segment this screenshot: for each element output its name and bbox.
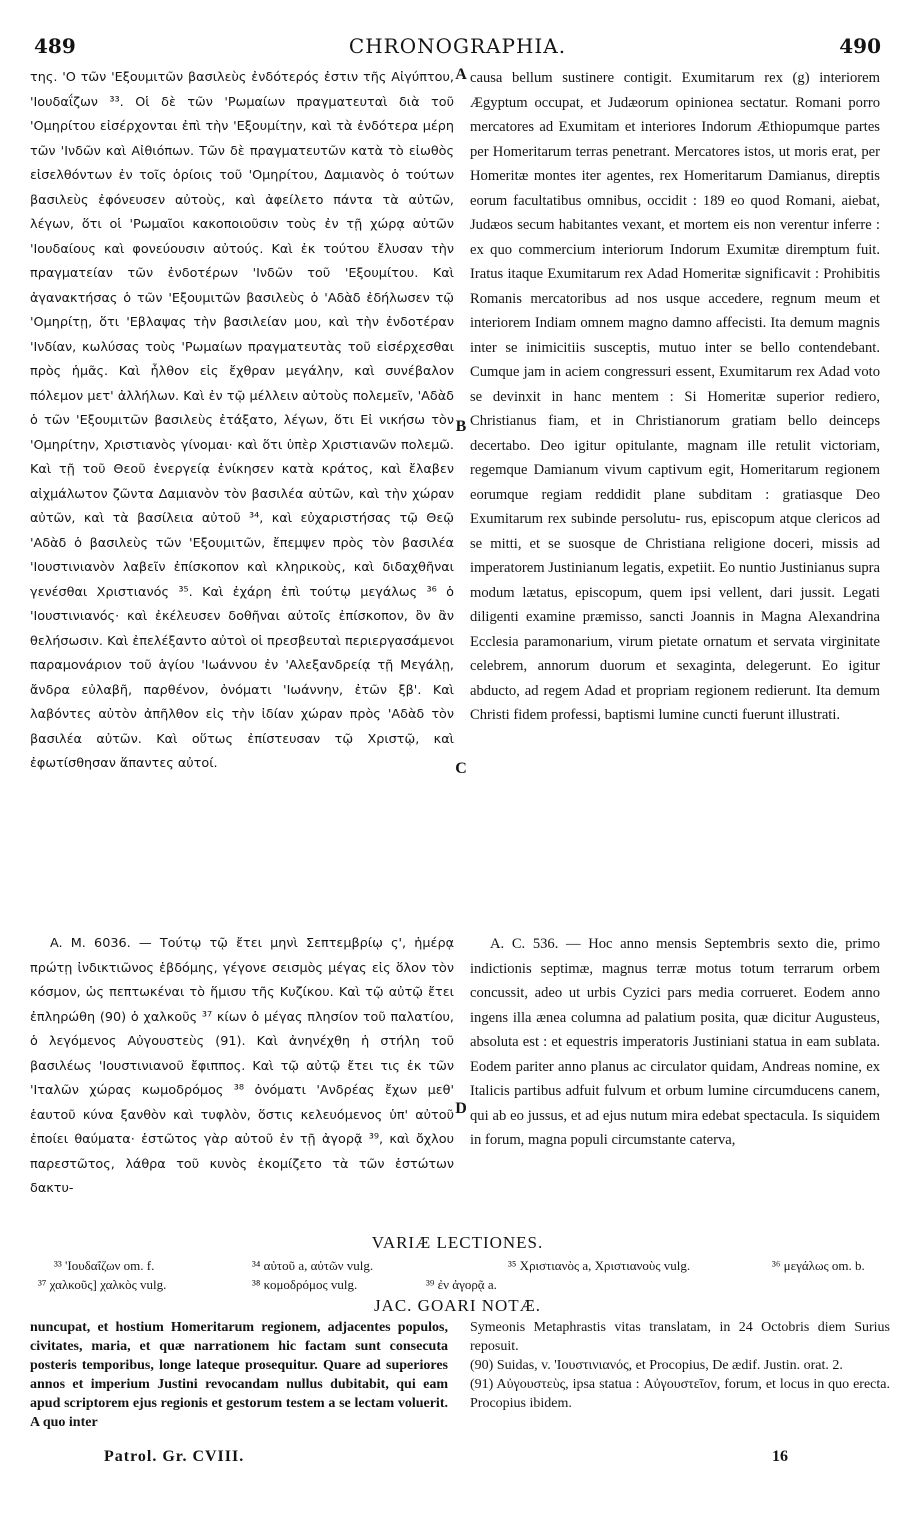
variae-lectiones-list [30,1256,890,1294]
note-90: (90) Suidas, v. 'Ιουστινιανός, et Procopius, De ædif. Justin. orat. 2. [470,1358,843,1373]
footer-series: Patrol. Gr. CVIII. [104,1448,245,1465]
variae-row [30,1256,890,1275]
variant-reading: ³⁷ χαλκοῦς] χαλκὸς vulg. [38,1277,167,1292]
latin-paragraph-2: A. C. 536. — Hoc anno mensis Septembris sexto die, primo indictionis septimæ, magnus terræ motus totum terrarum orbem concussit, adeo ut urbis Cyzici pars media corrueret. Eodem anno ingens illa ænea columna ad palatium posita, quæ dicitur Augusteus, absoluta est : et equestris imperatoris Justiniani statua in eam sublata. Eodem pariter anno planus ac circulator quidam, Andreas nomine, ex Italicis partibus adfuit fulvum et orbum lumine circumducens canem, qui ab eo jussus, et ad ejus nutum mira edebat spectacula. Is siquidem in forum, magna populi circumstante caterva, [470,936,880,1148]
goari-notes-right [470,1318,890,1413]
variae-row [30,1275,890,1294]
greek-paragraph-1: της. 'Ο τῶν 'Εξουμιτῶν βασιλεὺς ἐνδότερός ἐστιν τῆς Αἰγύπτου, 'Ιουδαΐζων ³³. Οἱ δὲ τῶν 'Ρωμαίων πραγματευταὶ διὰ τοῦ 'Ομηρίτου εἰσέρχονται ἐπὶ τὴν 'Εξουμίτην, καὶ τὰ ἐνδότερα μέρη τῶν 'Ινδῶν καὶ Αἰθιόπων. Τῶν δὲ πραγματευτῶν κατὰ τὸ εἰωθὸς εἰσελθόντων ἐν τοῖς ὁρίοις τοῦ 'Ομηρίτου, Δαμιανὸς ὁ τούτων βασιλεὺς ἐφόνευσεν αὐτοὺς, καὶ ἀφείλετο πάντα τὰ αὐτῶν, λέγων, ὅτι οἱ 'Ρωμαῖοι κακοποιοῦσιν τοὺς ἐν τῇ χώρᾳ αὐτῶν 'Ιουδαίους καὶ φονεύουσιν αὐτούς. Καὶ ἐκ τούτου ἔλυσαν τὴν πραγματείαν τῶν ἐνδοτέρων 'Ινδῶν τοῦ 'Εξουμίτου. Καὶ ἀγανακτήσας ὁ τῶν 'Εξουμιτῶν βασιλεὺς ὁ 'Αδὰδ ἐδήλωσεν τῷ 'Ομηρίτῃ, ὅτι 'Εβλαψας τὴν βασιλείαν μου, καὶ τὴν ἐνδοτέραν 'Ινδίαν, κωλύσας τοὺς 'Ρωμαίων πραγματευτὰς τοῦ εἰσέρχεσθαι πρὸς ἡμᾶς. Καὶ ἦλθον εἰς ἔχθραν μεγάλην, καὶ συνέβαλον πόλεμον μετ' ἀλλήλων. Καὶ ἐν τῷ μέλλειν αὐτοὺς πολεμεῖν, 'Αδὰδ ὁ τῶν 'Εξουμιτῶν βασιλεὺς ἐτάξατο, λέγων, ὅτι Εἰ νικήσω τὸν 'Ομηρίτην, Χριστιανὸς γίνομαι· καὶ ὅτι ὑπὲρ Χριστιανῶν πολεμῶ. Καὶ τῇ τοῦ Θεοῦ ἐνεργείᾳ ἐνίκησεν κατὰ κράτος, καὶ ἔλαβεν αἰχμάλωτον ζῶντα Δαμιανὸν τὸν βασιλέα αὐτῶν, καὶ τὴν χώραν αὐτῶν, καὶ τὰ βασίλεια αὐτοῦ ³⁴, καὶ εὐχαριστήσας τῷ Θεῷ 'Αδὰδ ὁ βασιλεὺς τῶν 'Εξουμιτῶν, ἔπεμψεν πρὸς τὸν βασιλέα 'Ιουστινιανὸν λαβεῖν ἐπίσκοπον καὶ κληρικοὺς, καὶ διδαχθῆναι γενέσθαι Χριστιανός ³⁵. Καὶ ἐχάρη ἐπὶ τούτῳ μεγάλως ³⁶ ὁ 'Ιουστινιανός· καὶ ἐκέλευσεν δοθῆναι αὐτοῖς ἐπίσκοπον, ὃν ἂν θελήσωσιν. Καὶ ἐπελέξαντο αὐτοὶ οἱ πρεσβευταὶ περιεργασάμενοι παραμονάριον τοῦ ἁγίου 'Ιωάννου ἐν 'Αλεξανδρείᾳ τῇ Μεγάλῃ, ἄνδρα εὐλαβῆ, παρθένον, ὀνόματι 'Ιωάννην, ἐτῶν ξβ'. Καὶ λαβόντες αὐτὸν ἀπῆλθον εἰς τὴν ἰδίαν χώραν πρὸς 'Αδὰδ τὸν βασιλέα αὐτῶν. Καὶ οὕτως ἐπίστευσαν τῷ Χριστῷ, καὶ ἐφωτίσθησαν ἅπαντες αὐτοί. [30,70,454,771]
variant-reading: ³⁶ μεγάλως om. b. [772,1258,865,1273]
latin-column-upper [470,66,880,728]
variant-reading: ³⁸ κομοδρόμος vulg. [252,1277,358,1292]
variant-reading: ³³ 'Ιουδαΐζων om. f. [54,1258,155,1273]
margin-letter-c: C [455,760,467,777]
latin-column-lower [470,932,880,1153]
page-header [30,34,885,60]
variant-reading: ³⁴ αὐτοῦ a, αὐτῶν vulg. [252,1258,374,1273]
running-title: CHRONOGRAPHIA. [348,34,567,58]
variae-lectiones-title: VARIÆ LECTIONES. [371,1233,544,1252]
note-91: (91) Αὐγουστεὺς, ipsa statua : Αὐγουστεῖον, forum, et locus in quo erecta. Procopius ibidem. [470,1377,890,1411]
margin-letter-d: D [455,1100,467,1117]
note-text: Symeonis Metaphrastis vitas translatam, in 24 Octobris diem Surius reposuit. [470,1320,890,1354]
greek-column-lower [30,932,454,1202]
footer-signature: 16 [772,1448,788,1465]
page-number-right: 490 [839,34,881,58]
greek-column-upper [30,66,454,777]
margin-letter-b: B [455,418,467,435]
greek-paragraph-2: A. M. 6036. — Τούτῳ τῷ ἔτει μηνὶ Σεπτεμβρίῳ ς', ἡμέρᾳ πρώτῃ ἰνδικτιῶνος ἑβδόμης, γέγονε σεισμὸς μέγας εἰς ὅλον τὸν κόσμον, ὡς πεπτωκέναι τὸ ἥμισυ τῆς Κυζίκου. Καὶ τῷ αὐτῷ ἔτει ἐπληρώθη (90) ὁ χαλκοῦς ³⁷ κίων ὁ μέγας πλησίον τοῦ παλατίου, ὁ λεγόμενος Αὐγουστεὺς (91). Καὶ ἀνηνέχθη ἡ στήλη τοῦ βασιλέως 'Ιουστινιανοῦ ἔφιππος. Καὶ τῷ αὐτῷ ἔτει τις ἐκ τῶν 'Ιταλῶν χώρας κωμοδρόμος ³⁸ ὀνόματι 'Ανδρέας ἔχων μεθ' ἑαυτοῦ κύνα ξανθὸν καὶ τυφλὸν, ὅστις κελευόμενος ὑπ' αὐτοῦ ἐποίει θαύματα· ἑστῶτος γὰρ αὐτοῦ ἐν τῇ ἀγορᾷ ³⁹, καὶ ὄχλου παρεστῶτος, λάθρα τοῦ κυνὸς ἐκομίζετο τὰ τῶν ἑστώτων δακτυ- [30,936,454,1196]
page-number-left: 489 [34,34,76,58]
goari-notes-left [30,1318,448,1432]
margin-letter-a: A [455,66,467,83]
variant-reading: ³⁵ Χριστιανὸς a, Χριστιανοὺς vulg. [508,1258,691,1273]
note-text: nuncupat, et hostium Homeritarum regionem, adjacentes populos, civitates, maria, et quæ narrationem hic factam sunt consecuta posteris temporibus, longe lateque prosequitur. Quare ad superiores annos et imperium Justini revocandam nullus dubitabit, qui eam apud scriptorem ejus regionis et gestorum testem a se lectam voluerit. A quo inter [30,1320,448,1430]
latin-paragraph-1: causa bellum sustinere contigit. Exumitarum rex (g) interiorem Ægyptum occupat, et Judæorum opinionea sectatur. Romani porro mercatores ad Exumitam et interiores Indorum Æthiopumque partes per Homeritarum terras penetrant. Mercatores istos, ut moris erat, per Homeritæ montes iter agentes, rex Homeritarum Damianus, direptis eorum facultatibus omnibus, occidit : 189 eo quod Romani, aiebat, Judæos secum habitantes vexant, et mortem eis non verentur inferre : ex quo commercium interiorum Indorum Exumitæ diremptum fuit. Iratus itaque Exumitarum rex Adad Homeritæ significavit : Prohibitis Romanis mercatoribus ad nos usque accedere, regnum meum et interiorem Indiam omnem magno damno affecisti. Ita demum magnis inter se inimicitiis susceptis, mutuo inter se bello contendebant. Cumque jam in aciem congressuri essent, Exumitarum rex Adad voto se devinxit in hanc mentem : Si Homeritæ superior rediero, Christianus fiam, et in Christianorum gratiam bello deinceps decertabo. Deo igitur opitulante, magnam ille retulit victoriam, regemque Damianum vivum captivum egit, Homeritarum regionem eorumque regiam reddidit plane subditam : gratiasque Deo Exumitarum rex subinde persolutu- rus, episcopum atque clericos ad se mitti, et se suosque de Christiana religione doceri, missis ad imperatorem Justinianum legatis, expetiit. Eo nuntio Justinianus supra modum lætatus, episcopum, quem ipsi vellent, dari jussit. Legati diligenti examine præmisso, sancti Joannis in Magna Alexandrina Ecclesia paramonarium, virum pietate ornatum et servata virginitate celebrem, annorum duorum et sexaginta, delegerunt. Eo igitur abducto, ad regem Adad et propriam regionem redierunt. Ita demum Christi fidem professi, baptismi lumine cuncti fuerunt illustrati. [470,70,880,723]
goari-notae-title: JAC. GOARI NOTÆ. [373,1296,542,1315]
variant-reading: ³⁹ ἐν ἀγορᾷ a. [426,1277,497,1292]
